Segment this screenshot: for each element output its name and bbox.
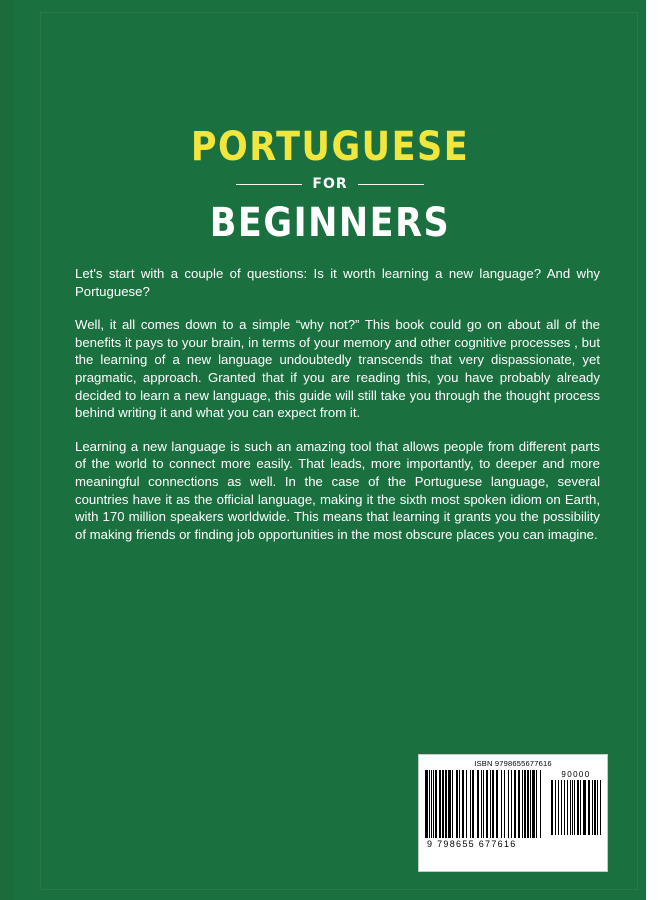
barcode-bars-addon [551,780,601,835]
book-title-sub: BEGINNERS [209,200,451,247]
back-cover-blurb [75,265,600,543]
barcode-addon [551,770,601,835]
book-title-connector: FOR [312,176,348,192]
title-rule-right [358,184,424,185]
title-rule-left [236,184,302,185]
isbn-barcode [418,754,608,872]
barcode-digits: 9 798655 677616 [427,839,517,849]
book-spine-strip [0,0,14,900]
barcode-bars-main [425,770,543,838]
title-connector-row [14,177,646,191]
isbn-label: ISBN 9798655677616 [474,759,552,768]
back-cover [14,0,646,900]
barcode-addon-value: 90000 [561,770,591,779]
book-title-main: PORTUGUESE [190,124,470,171]
barcode-row [425,770,601,838]
blurb-paragraph-3: Learning a new language is such an amazing tool that allows people from different parts of the world to connect more easily. That leads, more importantly, to deeper and more meaningful connections as well. In the case of the Portuguese language, several countries have it as the official language, making it the sixth most spoken idiom on Earth, with 170 million speakers worldwide. This means that learning it grants you the possibility of making friends or finding job opportunities in the most obscure places you can imagine. [75,438,600,542]
blurb-paragraph-1: Let's start with a couple of questions: Is it worth learning a new language? And why Portuguese? [75,266,600,299]
blurb-paragraph-2: Well, it all comes down to a simple “why not?” This book could go on about all of the benefits it pays to your brain, in terms of your memory and other cognitive processes , but the learning of a new language undoubtedly transcends that very dispassionate, yet pragmatic, approach. Granted that if you are reading this, you have probably already decided to learn a new language, this guide will still take you through the thought process behind writing it and what you can expect from it. [75,317,600,421]
title-block [14,124,646,247]
